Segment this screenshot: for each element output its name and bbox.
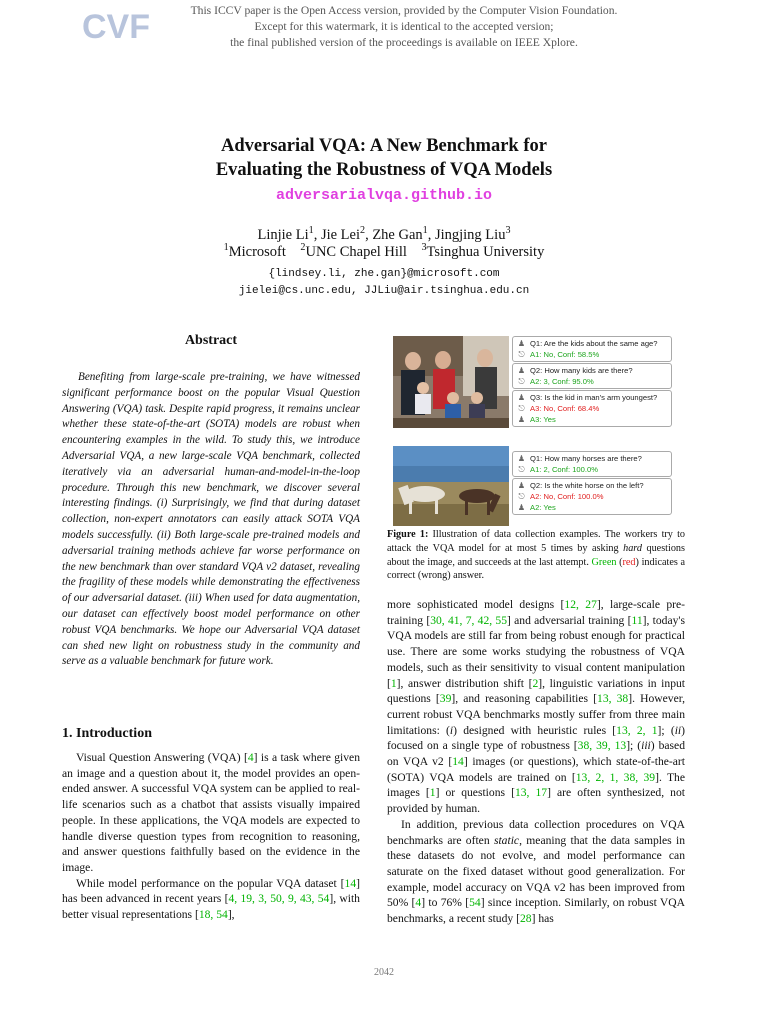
section-heading-introduction: 1. Introduction xyxy=(62,726,152,741)
qa-line: ⎋ A2: No, Conf: 100.0% xyxy=(518,492,604,501)
person-icon: ♟ xyxy=(517,393,526,402)
qa-line: ⎋ A1: No, Conf: 58.5% xyxy=(518,350,600,359)
robot-icon: ⎋ xyxy=(518,350,525,359)
watermark-line: the final published version of the proceedings is available on IEEE Xplore. xyxy=(230,36,578,49)
qa-dialog-top xyxy=(512,336,672,362)
cvf-logo xyxy=(82,6,150,46)
qa-line: ♟ A3: Yes xyxy=(517,415,556,424)
qa-line: ♟ Q1: How many horses are there? xyxy=(517,454,642,463)
svg-text:CVF: CVF xyxy=(82,8,150,46)
person-icon: ♟ xyxy=(517,503,526,512)
abstract-heading: Abstract xyxy=(184,333,238,348)
qa-dialog-top xyxy=(512,390,672,427)
person-icon: ♟ xyxy=(517,339,526,348)
qa-line: ♟ Q3: Is the kid in man's arm youngest? xyxy=(517,393,658,402)
qa-line: ⎋ A1: 2, Conf: 100.0% xyxy=(518,465,598,474)
paragraph: Visual Question Answering (VQA) [4] is a task where given an image and a question about it, the model provides an open-ended answer. A successful VQA system can be applied to real-life scenarios such as a chatbot that assists visually impaired people. In these applications, the VQA models are expected to handle diverse question types from recognition to reasoning, and answer questions faithfully based on the evidence in the image. xyxy=(62,751,360,874)
watermark-line: This ICCV paper is the Open Access version, provided by the Computer Vision Foundation. xyxy=(190,4,618,17)
watermark-line: Except for this watermark, it is identical to the accepted version; xyxy=(254,20,554,33)
person-icon: ♟ xyxy=(517,366,526,375)
affiliations: $^1$Microsoft $^2$UNC Chapel Hill $^3$Tsinghua University xyxy=(223,242,545,260)
intro-left-column xyxy=(62,750,360,923)
author-emails: {lindsey.li, zhe.gan}@microsoft.com jielei@cs.unc.edu, JJLiu@air.tsinghua.edu.cn xyxy=(238,268,530,297)
watermark-text xyxy=(150,3,658,51)
person-icon: ♟ xyxy=(517,481,526,490)
robot-icon: ⎋ xyxy=(518,465,525,474)
qa-dialog-top xyxy=(512,363,672,389)
qa-line: ⎋ A2: 3, Conf: 95.0% xyxy=(518,377,594,386)
person-icon: ♟ xyxy=(517,454,526,463)
figure-caption: Figure 1: Illustration of data collection examples. The workers try to attack the VQA model for at most 5 times by asking hard questions about the image, and succeeds at the last attempt. Green (red) indicates a correct (wrong) answer. xyxy=(387,529,686,582)
paragraph: While model performance on the popular VQA dataset [14] has been advanced in recent years [4, 19, 3, 50, 9, 43, 54], with better visual representations [18, 54], xyxy=(62,876,360,922)
qa-line: ♟ A2: Yes xyxy=(517,503,556,512)
qa-line: ♟ Q2: Is the white horse on the left? xyxy=(517,481,644,490)
qa-line: ♟ Q1: Are the kids about the same age? xyxy=(517,339,658,348)
family-photo xyxy=(393,336,509,428)
qa-line: ⎋ A3: No, Conf: 68.4% xyxy=(518,404,600,413)
project-url-link[interactable]: adversarialvqa.github.io xyxy=(275,187,493,204)
page-number: 2042 xyxy=(374,967,394,978)
paragraph: more sophisticated model designs [12, 27], large-scale pre-training [30, 41, 7, 42, 55] and adversarial training [11], today's VQA models are still far from being robust enough for practical use. There are some works studying the robustness of VQA models, such as their sensitivity to visual content manipulation [1], answer distribution shift [2], linguistic variations in input questions [39], and reasoning capabilities [13, 38]. However, current robust VQA benchmarks mostly suffer from three main limitations: (i) designed with heuristic rules [13, 2, 1]; (ii) focused on a single type of robustness [38, 39, 13]; (iii) based on VQA v2 [14] images (or questions), which state-of-the-art (SOTA) VQA models are trained on [13, 2, 1, 38, 39]. The images [1] or questions [13, 17] are often synthesized, not provided by human. xyxy=(387,598,686,816)
person-icon: ♟ xyxy=(517,415,526,424)
intro-right-column xyxy=(387,597,685,927)
robot-icon: ⎋ xyxy=(518,377,525,386)
paper-title: Adversarial VQA: A New Benchmark for Evaluating the Robustness of VQA Models xyxy=(215,136,553,180)
paragraph: In addition, previous data collection procedures on VQA benchmarks are often static, meaning that the data samples in these datasets do not evolve, and model performance can saturate on the fixed dataset without good generalization. For example, model accuracy on VQA v2 has been improved from 50% [4] to 76% [54] since inception. Similarly, on robust VQA benchmarks, a recent study [28] has xyxy=(387,817,686,926)
horses-photo xyxy=(393,446,509,526)
robot-icon: ⎋ xyxy=(518,404,525,413)
author-list: Linjie Li$^1$, Jie Lei$^2$, Zhe Gan$^1$, Jingjing Liu$^3$ $^1$Microsoft $^2$UNC Chapel Hill $^3$Tsinghua University xyxy=(100,227,668,261)
qa-dialog-bottom xyxy=(512,478,672,515)
qa-dialog-bottom xyxy=(512,451,672,477)
abstract-body: Benefiting from large-scale pre-training, we have witnessed significant performance boost on the popular Visual Question Answering (VQA) task. Despite rapid progress, it remains unclear whether these state-of-the-art (SOTA) models are robust when encountering examples in the wild. To study this, we introduce Adversarial VQA, a new large-scale VQA benchmark, collected iteratively via an adversarial human-and-model-in-the-loop procedure. Through this new benchmark, we discover several interesting findings. (i) Surprisingly, we find that during dataset collection, non-expert annotators can easily attack SOTA VQA models successfully. (ii) Both large-scale pre-trained models and adversarial training methods achieve far worse performance on the new benchmark than over standard VQA v2 dataset, revealing the fragility of these models while demonstrating the effectiveness of our adversarial dataset. (iii) When used for data augmentation, our dataset can effectively boost model performance on other robust VQA benchmarks. We hope our Adversarial VQA dataset can shed new light on robustness study in the community and serve as a valuable benchmark for future work. xyxy=(62,371,360,668)
qa-line: ♟ Q2: How many kids are there? xyxy=(517,366,633,375)
robot-icon: ⎋ xyxy=(518,492,525,501)
